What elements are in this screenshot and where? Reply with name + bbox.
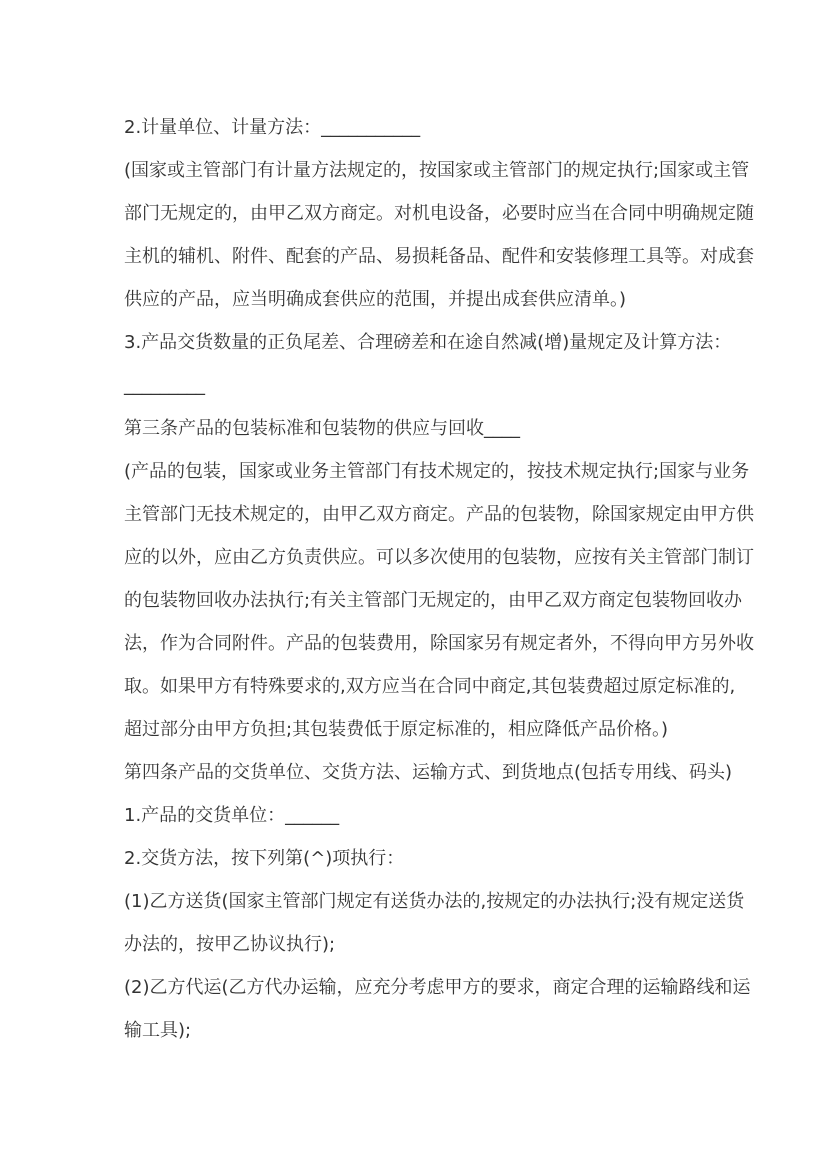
text-line: 应的以外，应由乙方负责供应。可以多次使用的包装物，应按有关主管部门制订 <box>124 547 754 568</box>
text-line: 超过部分由甲方负担;其包装费低于原定标准的，相应降低产品价格。) <box>124 719 669 740</box>
text-line: 输工具); <box>124 1020 192 1041</box>
text-line: 1.产品的交货单位：______ <box>124 805 340 826</box>
text-line: (2)乙方代运(乙方代办运输，应充分考虑甲方的要求，商定合理的运输路线和运 <box>124 977 751 998</box>
text-line: (1)乙方送货(国家主管部门规定有送货办法的,按规定的办法执行;没有规定送货 <box>124 891 745 912</box>
text-line: 2.计量单位、计量方法：___________ <box>124 117 421 138</box>
text-line: 供应的产品，应当明确成套供应的范围，并提出成套供应清单。) <box>124 289 627 310</box>
text-line: 第四条产品的交货单位、交货方法、运输方式、到货地点(包括专用线、码头) <box>124 762 733 783</box>
text-line: 2.交货方法，按下列第(^)项执行： <box>124 848 405 869</box>
text-line: 的包装物回收办法执行;有关主管部门无规定的，由甲乙双方商定包装物回收办 <box>124 590 743 611</box>
text-line: 办法的，按甲乙协议执行); <box>124 934 336 955</box>
text-line: 主机的辅机、附件、配套的产品、易损耗备品、配件和安装修理工具等。对成套 <box>124 246 754 267</box>
text-line: 第三条产品的包装标准和包装物的供应与回收____ <box>124 418 520 439</box>
text-line: 3.产品交货数量的正负尾差、合理磅差和在途自然减(增)量规定及计算方法： <box>124 332 732 353</box>
document-body <box>124 106 754 1052</box>
text-line: 部门无规定的，由甲乙双方商定。对机电设备，必要时应当在合同中明确规定随 <box>124 203 754 224</box>
text-line: (国家或主管部门有计量方法规定的，按国家或主管部门的规定执行;国家或主管 <box>124 160 750 181</box>
text-line: 主管部门无技术规定的，由甲乙双方商定。产品的包装物，除国家规定由甲方供 <box>124 504 754 525</box>
text-line: (产品的包装，国家或业务主管部门有技术规定的，按技术规定执行;国家与业务 <box>124 461 750 482</box>
text-line: 法，作为合同附件。产品的包装费用，除国家另有规定者外，不得向甲方另外收 <box>124 633 754 654</box>
text-line: _________ <box>124 375 205 396</box>
text-line: 取。如果甲方有特殊要求的,双方应当在合同中商定,其包装费超过原定标准的, <box>124 676 736 697</box>
